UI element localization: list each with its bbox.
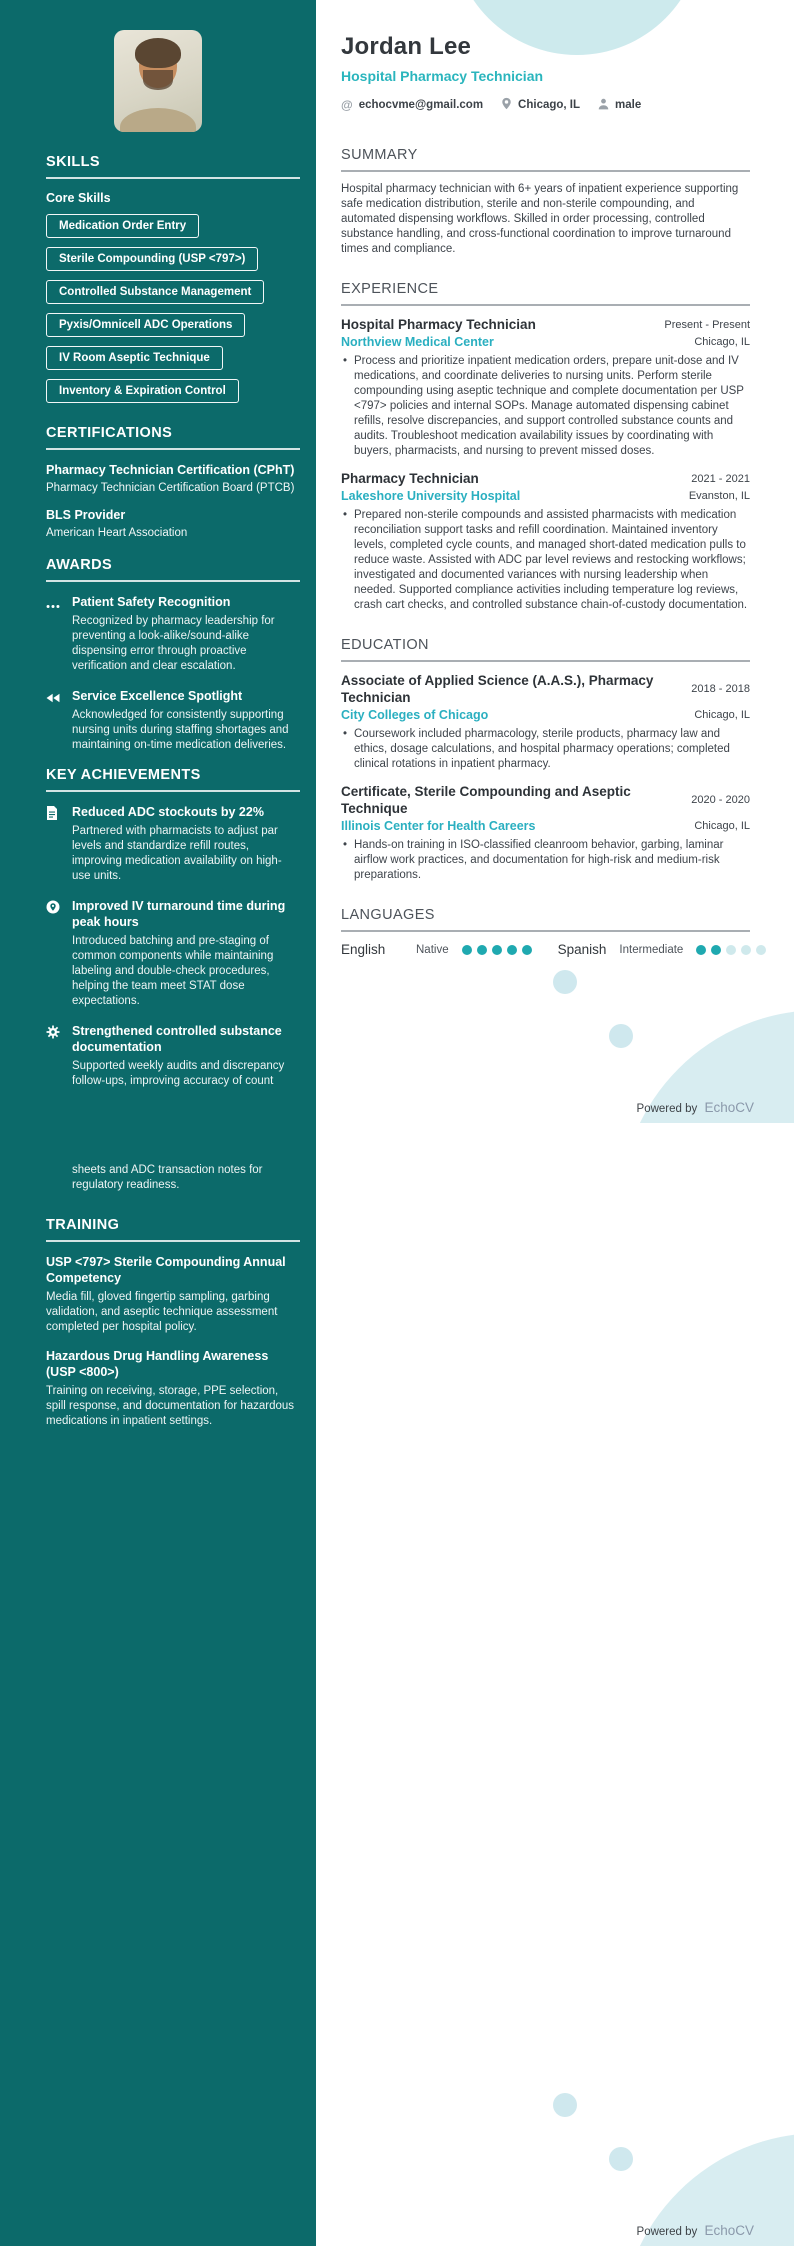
education-bullet: • Hands-on training in ISO-classified cleanroom behavior, garbing, laminar airflow work practices, and documentation for high-risk and medium-risk preparations. [341, 838, 750, 883]
training-description: Media fill, gloved fingertip sampling, garbing validation, and aseptic technique assessment completed per hospital policy. [46, 1291, 278, 1333]
achievement-description-part2: sheets and ADC transaction notes for regulatory readiness. [72, 1164, 263, 1191]
training-heading: TRAINING [46, 1217, 120, 1233]
languages-heading: LANGUAGES [341, 907, 435, 923]
achievement-item [46, 1023, 300, 1089]
powered-by-footer [637, 1100, 754, 1115]
language-level: Intermediate [619, 943, 684, 956]
degree-title: Associate of Applied Science (A.A.S.), Pharmacy Technician [341, 673, 654, 705]
certification-name: BLS Provider [46, 508, 126, 522]
section-divider [46, 580, 300, 582]
gender-text: male [615, 99, 642, 111]
achievement-title: Reduced ADC stockouts by 22% [72, 805, 264, 819]
education-section [341, 637, 750, 883]
decorative-circle [609, 2147, 633, 2171]
section-divider [341, 170, 750, 172]
job-location: Chicago, IL [694, 336, 750, 348]
summary-text: Hospital pharmacy technician with 6+ years of inpatient experience supporting safe medication distribution, sterile and non-sterile compounding, and automated dispensing workflows. Skilled in order processing, controlled substance handling, and cross-functional coordination to improve turnaround times and compliance. [341, 183, 739, 255]
section-divider [341, 660, 750, 662]
awards-heading: AWARDS [46, 557, 113, 573]
experience-entry [341, 316, 750, 459]
skills-section [46, 154, 300, 403]
awards-section [46, 557, 300, 753]
pin-circle-icon [46, 898, 72, 1009]
education-entry [341, 783, 750, 883]
achievement-title: Improved IV turnaround time during peak hours [72, 899, 286, 929]
main-column [341, 0, 750, 957]
profile-photo [114, 30, 202, 132]
powered-by-footer [637, 2223, 754, 2238]
section-divider [46, 1240, 300, 1242]
location-text: Chicago, IL [518, 99, 581, 111]
location-pin-icon [501, 97, 512, 113]
key-achievements-heading: KEY ACHIEVEMENTS [46, 767, 201, 783]
certifications-heading: CERTIFICATIONS [46, 425, 173, 441]
summary-heading: SUMMARY [341, 147, 418, 163]
language-level: Native [416, 943, 449, 956]
file-icon [46, 804, 72, 884]
skill-chip: IV Room Aseptic Technique [46, 346, 223, 370]
degree-title: Certificate, Sterile Compounding and Aseptic Technique [341, 784, 631, 816]
contact-gender [598, 98, 641, 113]
school-link[interactable]: Illinois Center for Health Careers [341, 819, 536, 833]
skill-chip: Pyxis/Omnicell ADC Operations [46, 313, 245, 337]
award-title: Patient Safety Recognition [72, 595, 231, 609]
echocv-brand: EchoCV [704, 2223, 754, 2238]
job-title: Pharmacy Technician [341, 471, 479, 486]
experience-entry [341, 470, 750, 613]
languages-section [341, 907, 750, 957]
education-entry [341, 672, 750, 772]
training-title: USP <797> Sterile Compounding Annual Competency [46, 1255, 286, 1285]
achievement-description: Introduced batching and pre-staging of common components while maintaining labeling and double-check procedures, helping the team meet STAT dose expectations. [72, 935, 274, 1007]
section-divider [341, 304, 750, 306]
resume-page-2 [0, 1123, 794, 2246]
language-name: English [341, 942, 386, 957]
decorative-circle [553, 2093, 577, 2117]
achievement-item [46, 804, 300, 884]
section-divider [46, 790, 300, 792]
powered-by-text: Powered by [636, 2226, 698, 2238]
certifications-section [46, 425, 300, 541]
company-link[interactable]: Lakeshore University Hospital [341, 489, 521, 503]
education-location: Chicago, IL [694, 820, 750, 832]
key-achievements-section [46, 767, 300, 1089]
skills-group-label: Core Skills [46, 191, 111, 205]
skill-chip: Sterile Compounding (USP <797>) [46, 247, 258, 271]
section-divider [46, 177, 300, 179]
job-dates: Present - Present [664, 318, 750, 331]
language-proficiency-dots [696, 945, 766, 955]
skill-chip: Medication Order Entry [46, 214, 199, 238]
training-section [46, 1217, 300, 1429]
sidebar [0, 0, 316, 1123]
powered-by-text: Powered by [636, 1103, 698, 1115]
decorative-circle [553, 970, 577, 994]
achievement-description-part1: Supported weekly audits and discrepancy follow-ups, improving accuracy of count [72, 1060, 285, 1087]
decorative-circle [609, 1024, 633, 1048]
gear-icon [46, 1023, 72, 1089]
section-divider [341, 930, 750, 932]
skill-chip: Controlled Substance Management [46, 280, 264, 304]
contact-row [341, 97, 750, 113]
job-title: Hospital Pharmacy Technician [341, 317, 536, 332]
award-item [46, 594, 300, 674]
education-dates: 2018 - 2018 [691, 683, 750, 695]
at-icon: @ [341, 98, 353, 112]
rewind-icon [46, 688, 72, 753]
certification-issuer: Pharmacy Technician Certification Board (PTCB) [46, 482, 295, 494]
education-heading: EDUCATION [341, 637, 429, 653]
contact-location [501, 97, 580, 113]
education-dates: 2020 - 2020 [691, 794, 750, 806]
training-title: Hazardous Drug Handling Awareness (USP <800>) [46, 1349, 269, 1379]
skill-chip: Inventory & Expiration Control [46, 379, 239, 403]
job-location: Evanston, IL [688, 490, 750, 502]
experience-heading: EXPERIENCE [341, 281, 439, 297]
contact-email [341, 98, 483, 112]
candidate-title: Hospital Pharmacy Technician [341, 68, 544, 84]
summary-section [341, 147, 750, 257]
school-link[interactable]: City Colleges of Chicago [341, 708, 489, 722]
award-description: Recognized by pharmacy leadership for preventing a look-alike/sound-alike dispensing error through proactive verification and clear escalation. [72, 615, 275, 672]
company-link[interactable]: Northview Medical Center [341, 335, 494, 349]
award-title: Service Excellence Spotlight [72, 689, 243, 703]
achievement-description: Partnered with pharmacists to adjust par levels and standardize refill routes, improving medication availability on high-use units. [72, 825, 282, 882]
email-text: echocvme@gmail.com [358, 99, 484, 111]
language-item [558, 942, 767, 957]
training-description: Training on receiving, storage, PPE selection, spill response, and documentation for hazardous medications in inpatient settings. [46, 1385, 295, 1427]
certification-issuer: American Heart Association [46, 527, 188, 539]
language-item [341, 942, 532, 957]
skills-heading: SKILLS [46, 154, 100, 170]
echocv-brand: EchoCV [704, 1100, 754, 1115]
achievement-title: Strengthened controlled substance documentation [72, 1024, 282, 1054]
certification-name: Pharmacy Technician Certification (CPhT) [46, 463, 295, 477]
section-divider [46, 448, 300, 450]
experience-section [341, 281, 750, 613]
language-name: Spanish [557, 942, 607, 957]
education-bullet: • Coursework included pharmacology, sterile products, pharmacy law and ethics, dosage calculations, and hospital pharmacy operations; completed clinical rotations in inpatient pharmacy. [341, 727, 750, 772]
job-bullet: • Prepared non-sterile compounds and assisted pharmacists with medication reconciliation support tasks and refill coordination. Maintained inventory levels, completed cycle counts, and managed short-dated medication pulls to reduce waste. Assisted with ADC par level reviews and restocking workflows; investigated and documented variances with nursing leadership when needed. Supported compliance activities including temperature log reviews, crash cart checks, and controlled substance chain-of-custody documentation. [341, 508, 750, 613]
sidebar-continued [0, 1123, 316, 2246]
language-proficiency-dots [462, 945, 532, 955]
job-bullet: • Process and prioritize inpatient medication orders, prepare unit-dose and IV medications, and coordinate deliveries to nursing units. Perform sterile compounding using aseptic technique and complete documentation per USP <797> policies and internal SOPs. Manage automated dispensing cabinet refills, resolve discrepancies, and support controlled substance counts and audits. Troubleshoot medication availability issues by coordinating with buyers, pharmacists, and nursing to prevent missed doses. [341, 354, 750, 459]
candidate-name: Jordan Lee [341, 33, 472, 60]
achievement-item [46, 898, 300, 1009]
person-icon [598, 98, 609, 113]
ellipsis-icon [46, 594, 72, 674]
award-description: Acknowledged for consistently supporting nursing units during staffing shortages and maintaining on-time medication deliveries. [72, 709, 289, 751]
award-item [46, 688, 300, 753]
job-dates: 2021 - 2021 [691, 472, 750, 485]
education-location: Chicago, IL [694, 709, 750, 721]
